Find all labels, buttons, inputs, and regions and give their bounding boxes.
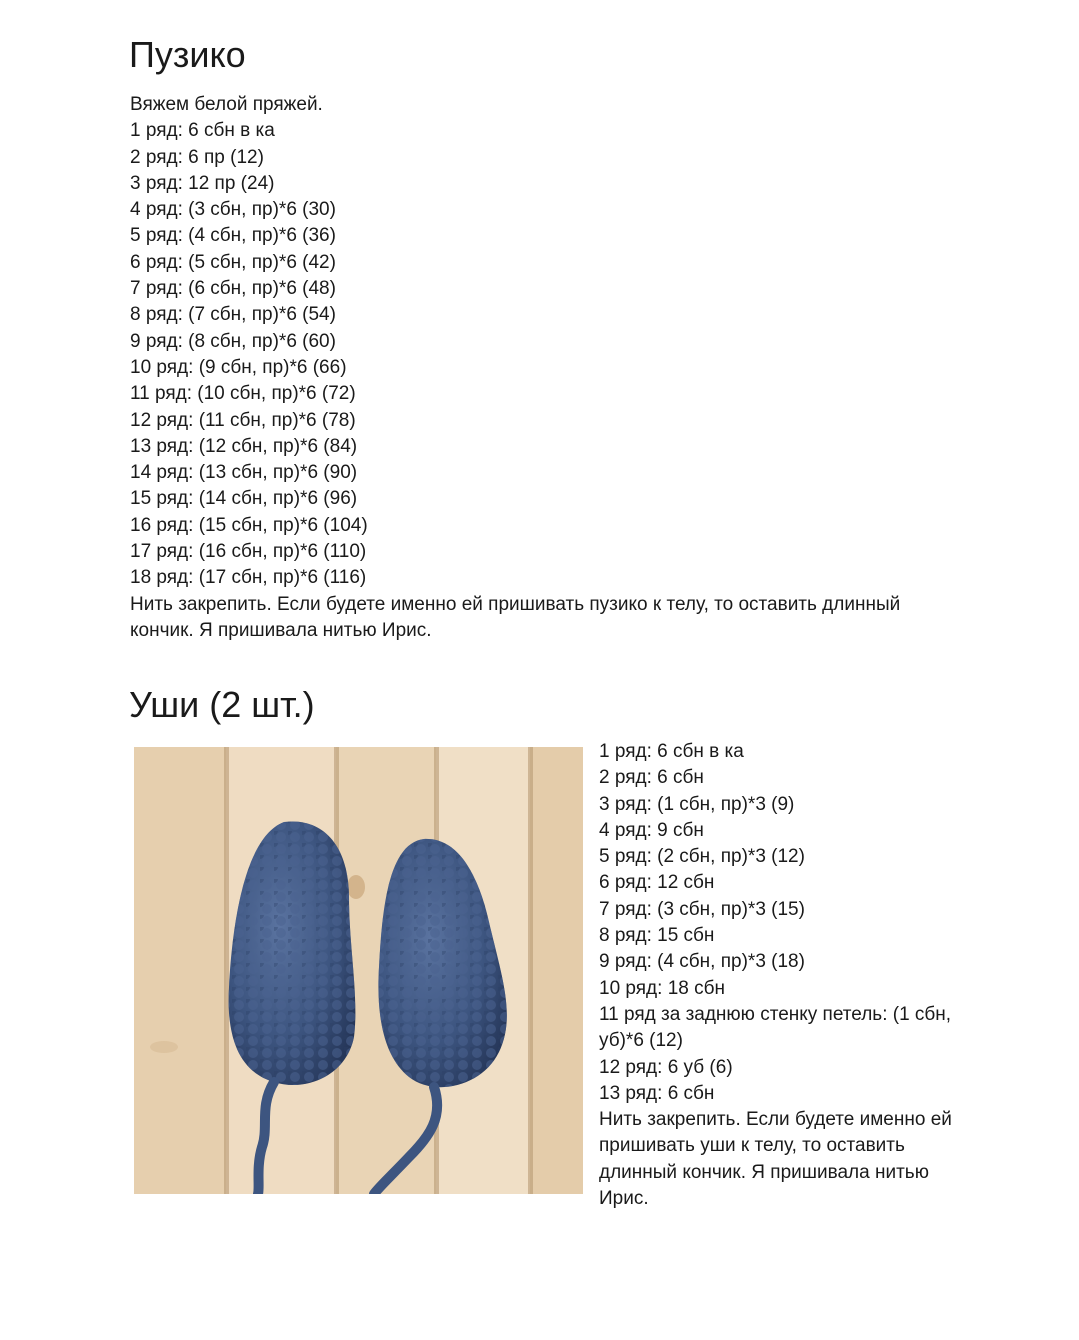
ears-photo bbox=[134, 747, 583, 1194]
belly-row: 11 ряд: (10 сбн, пр)*6 (72) bbox=[130, 383, 356, 405]
belly-row: 7 ряд: (6 сбн, пр)*6 (48) bbox=[130, 278, 336, 300]
ears-row: 7 ряд: (3 сбн, пр)*3 (15) bbox=[599, 898, 805, 920]
ears-row: 1 ряд: 6 сбн в ка bbox=[599, 741, 744, 762]
belly-row: 3 ряд: 12 пр (24) bbox=[130, 172, 275, 194]
belly-row: 16 ряд: (15 сбн, пр)*6 (104) bbox=[130, 514, 368, 536]
belly-row: 13 ряд: (12 сбн, пр)*6 (84) bbox=[130, 435, 358, 457]
belly-row: 12 ряд: (11 сбн, пр)*6 (78) bbox=[130, 409, 356, 431]
ears-row: 6 ряд: 12 сбн bbox=[599, 872, 715, 894]
ears-row: 3 ряд: (1 сбн, пр)*3 (9) bbox=[599, 793, 795, 815]
ears-row: 2 ряд: 6 сбн bbox=[599, 767, 704, 789]
ears-title: Уши (2 шт.) bbox=[129, 684, 315, 725]
belly-row: 2 ряд: 6 пр (12) bbox=[130, 146, 264, 168]
belly-instructions bbox=[130, 92, 960, 644]
ears-row: 9 ряд: (4 сбн, пр)*3 (18) bbox=[599, 951, 805, 973]
ears-row: 8 ряд: 15 сбн bbox=[599, 925, 715, 947]
belly-row: 4 ряд: (3 сбн, пр)*6 (30) bbox=[130, 199, 336, 221]
belly-row: 14 ряд: (13 сбн, пр)*6 (90) bbox=[130, 462, 358, 484]
ears-row: 12 ряд: 6 уб (6) bbox=[599, 1056, 733, 1078]
ears-row: 5 ряд: (2 сбн, пр)*3 (12) bbox=[599, 846, 805, 868]
ears-row: 4 ряд: 9 сбн bbox=[599, 819, 704, 841]
page-title: Пузико bbox=[129, 34, 246, 75]
ears-row: 10 ряд: 18 сбн bbox=[599, 977, 725, 999]
ears-closing-note: Нить закрепить. Если будете именно ей пришивать уши к телу, то оставить длинный кончик. Я пришивала нитью Ирис. bbox=[599, 1109, 952, 1210]
belly-row: 8 ряд: (7 сбн, пр)*6 (54) bbox=[130, 304, 336, 326]
belly-row: 10 ряд: (9 сбн, пр)*6 (66) bbox=[130, 356, 347, 378]
ears-row: 11 ряд за заднюю стенку петель: (1 сбн, уб)*6 (12) bbox=[599, 1003, 952, 1052]
belly-row: 5 ряд: (4 сбн, пр)*6 (36) bbox=[130, 225, 336, 247]
belly-row: 17 ряд: (16 сбн, пр)*6 (110) bbox=[130, 541, 367, 563]
ears-row: 13 ряд: 6 сбн bbox=[599, 1082, 715, 1104]
belly-row: 18 ряд: (17 сбн, пр)*6 (116) bbox=[130, 567, 367, 589]
belly-row: 6 ряд: (5 сбн, пр)*6 (42) bbox=[130, 251, 336, 273]
ears-instructions bbox=[599, 739, 959, 1212]
belly-row: 1 ряд: 6 сбн в ка bbox=[130, 120, 275, 142]
belly-row: 15 ряд: (14 сбн, пр)*6 (96) bbox=[130, 488, 358, 510]
belly-closing-note: Нить закрепить. Если будете именно ей пришивать пузико к телу, то оставить длинный кончик. Я пришивала нитью Ирис. bbox=[130, 593, 901, 641]
belly-row: 9 ряд: (8 сбн, пр)*6 (60) bbox=[130, 330, 336, 352]
belly-intro: Вяжем белой пряжей. bbox=[130, 94, 323, 115]
